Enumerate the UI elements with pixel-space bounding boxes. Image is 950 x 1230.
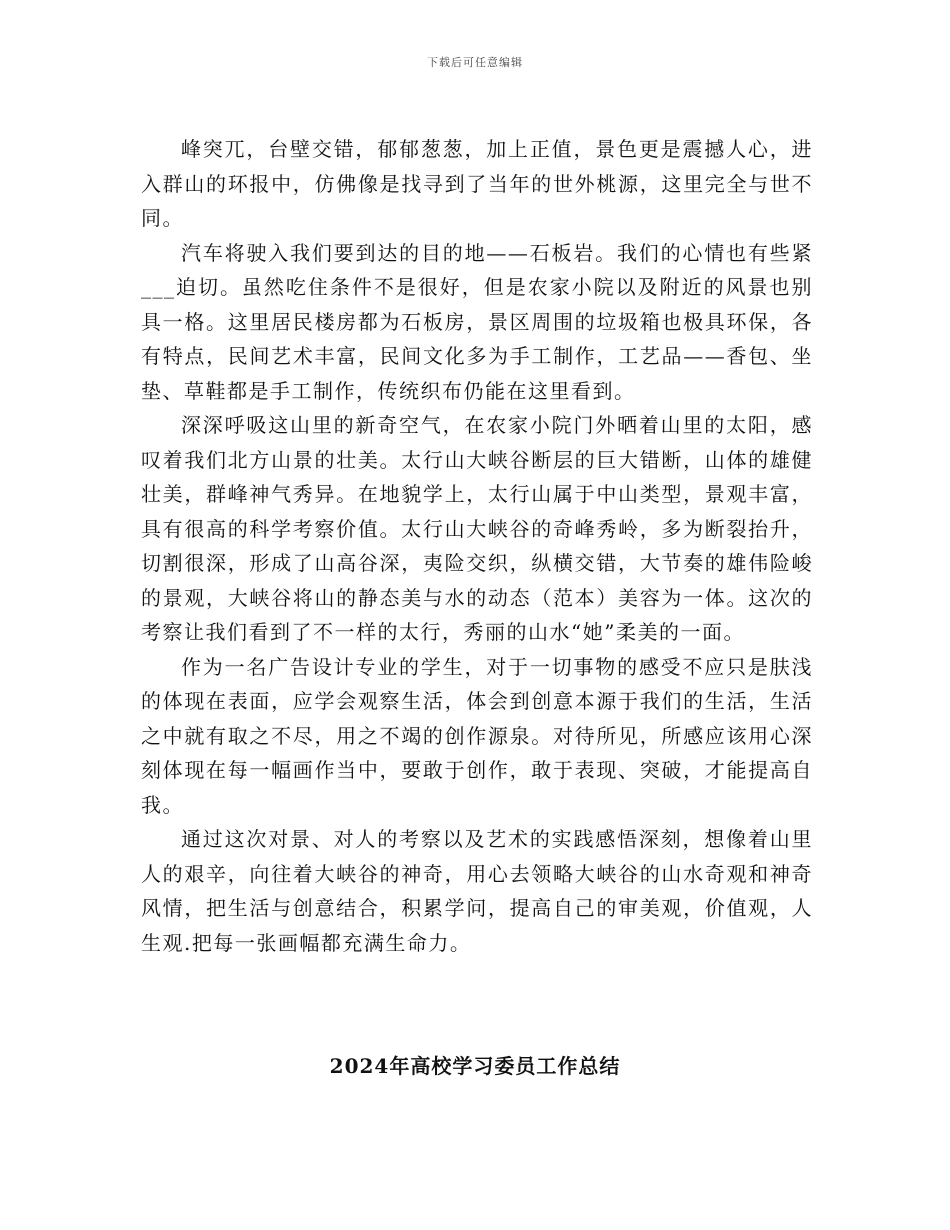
header-note: 下载后可任意编辑 bbox=[427, 56, 523, 69]
paragraph: 作为一名广告设计专业的学生，对于一切事物的感受不应只是肤浅的体现在表面，应学会观察生活，体会到创意本源于我们的生活，生活之中就有取之不尽，用之不竭的创作源泉。对待所见，所感应该用心深刻体现在每一幅画作当中，要敢于创作，敢于表现、突破，才能提高自我。 bbox=[141, 654, 813, 817]
paragraph: 深深呼吸这山里的新奇空气，在农家小院门外晒着山里的太阳，感叹着我们北方山景的壮美。太行山大峡谷断层的巨大错断，山体的雄健壮美，群峰神气秀异。在地貌学上，太行山属于中山类型，景观丰富，具有很高的科学考察价值。太行山大峡谷的奇峰秀岭，多为断裂抬升，切割很深，形成了山高谷深，夷险交织，纵横交错，大节奏的雄伟险峻的景观，大峡谷将山的静态美与水的动态（范本）美容为一体。这次的考察让我们看到了不一样的太行，秀丽的山水“她”柔美的一面。 bbox=[141, 413, 813, 644]
paragraph: 通过这次对景、对人的考察以及艺术的实践感悟深刻，想像着山里人的艰辛，向往着大峡谷的神奇，用心去领略大峡谷的山水奇观和神奇风情，把生活与创意结合，积累学问，提高自己的审美观，价值观，人生观.把每一张画幅都充满生命力。 bbox=[141, 827, 813, 955]
section-title: 2024年高校学习委员工作总结 bbox=[329, 1054, 621, 1078]
document-body bbox=[141, 132, 813, 960]
paragraph: 汽车将驶入我们要到达的目的地——石板岩。我们的心情也有些紧___迫切。虽然吃住条件不是很好，但是农家小院以及附近的风景也别具一格。这里居民楼房都为石板房，景区周围的垃圾箱也极具环保，各有特点，民间艺术丰富，民间文化多为手工制作，工艺品——香包、坐垫、草鞋都是手工制作，传统织布仍能在这里看到。 bbox=[141, 240, 813, 403]
paragraph: 峰突兀，台壁交错，郁郁葱葱，加上正值，景色更是震撼人心，进入群山的环报中，仿佛像是找寻到了当年的世外桃源，这里完全与世不同。 bbox=[141, 137, 813, 230]
